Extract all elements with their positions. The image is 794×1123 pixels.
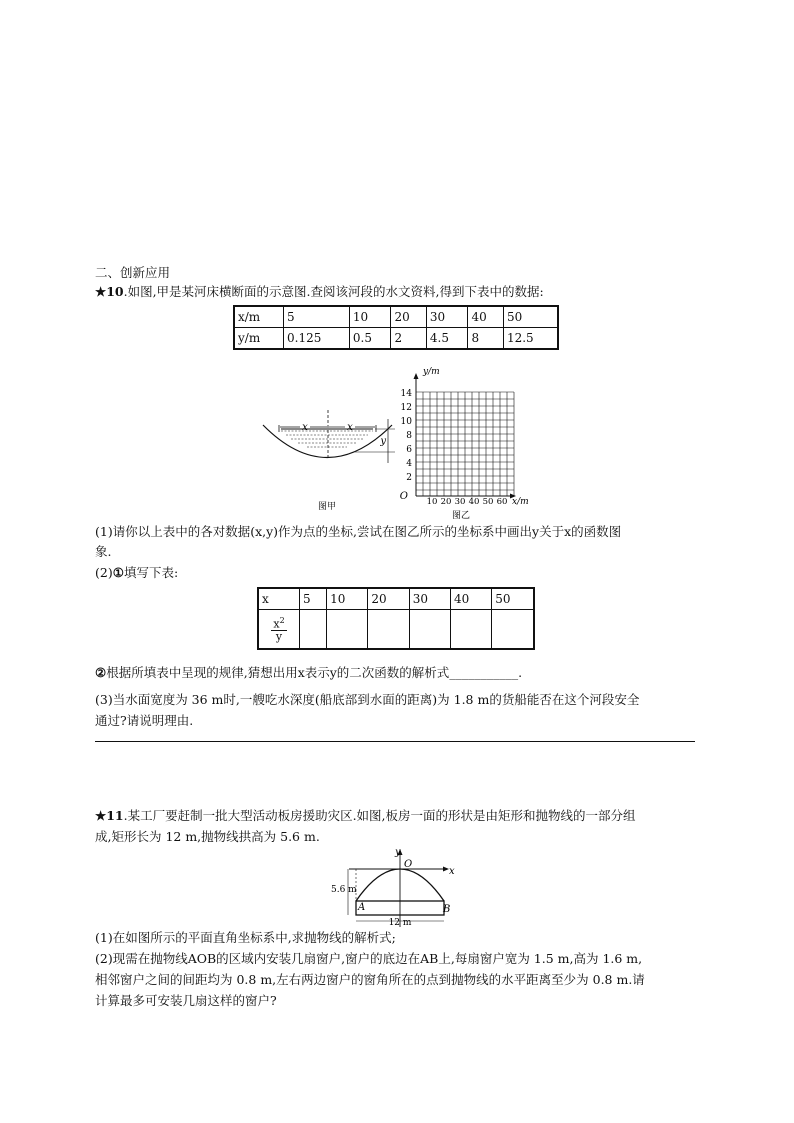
label-x: x (449, 866, 455, 877)
table-row (234, 328, 558, 350)
label-y: y (380, 436, 386, 447)
q11-intro-line1: ★11.某工厂要赶制一批大型活动板房援助灾区.如图,板房一面的形状是由矩形和抛物线的一部分组 (95, 808, 636, 823)
q11-figure (331, 845, 460, 930)
y-tick: 12 (400, 403, 412, 413)
table-cell: 12.5 (503, 328, 558, 350)
answer-blank[interactable]: ___________ (449, 665, 519, 680)
blank-cell[interactable] (327, 610, 368, 650)
q10-part1-line2: 象. (95, 544, 112, 559)
y-tick: 4 (406, 459, 412, 469)
x-tick-labels (427, 497, 508, 507)
width-label: 12 m (388, 918, 412, 928)
x-tick: 30 (454, 497, 466, 507)
label-a: A (358, 902, 366, 913)
q10-part2b-text: 根据所填表中呈现的规律,猜想出用x表示y的二次函数的解析式 (106, 665, 450, 680)
table-cell: 2 (391, 328, 426, 350)
table-cell: 8 (468, 328, 503, 350)
x-tick: 20 (440, 497, 452, 507)
y-axis-label: y/m (423, 367, 440, 377)
y-tick: 2 (406, 473, 412, 483)
q10-intro (95, 284, 544, 300)
riverbed-curve (263, 425, 392, 458)
table-cell: x/m (234, 306, 284, 328)
y-tick: 14 (400, 389, 412, 399)
circled-one: ① (112, 565, 124, 580)
origin-label: O (399, 491, 408, 502)
q10-part2-text: 填写下表: (123, 565, 179, 580)
table-cell: 5 (284, 306, 350, 328)
q10-part3-line2: 通过?请说明理由. (95, 713, 194, 728)
table-cell: 30 (409, 588, 450, 610)
table-cell: 0.5 (349, 328, 391, 350)
table-cell: 50 (492, 588, 534, 610)
caption-jia: 图甲 (317, 502, 337, 512)
x-tick: 60 (496, 497, 508, 507)
q10-part1-line1: (1)请你以上表中的各对数据(x,y)作为点的坐标,尝试在图乙所示的坐标系中画出y关于x的函数图 (95, 524, 622, 539)
table-cell: 5 (300, 588, 327, 610)
q10-intro-text: .如图,甲是某河床横断面的示意图.查阅该河段的水文资料,得到下表中的数据: (123, 284, 544, 299)
table-cell: 10 (327, 588, 368, 610)
blank-cell[interactable] (300, 610, 327, 650)
label-y: y (395, 847, 401, 858)
q11-part2-line2: 相邻窗户之间的间距均为 0.8 m,左右两边窗户的窗角所在的点到抛物线的水平距离至少为 0.8 m.请 (95, 972, 645, 987)
divider (95, 741, 695, 742)
y-tick-labels (401, 389, 413, 483)
x-tick: 50 (482, 497, 494, 507)
blank-cell[interactable] (492, 610, 534, 650)
table-cell: 0.125 (284, 328, 350, 350)
q11-star: ★11 (95, 808, 124, 823)
q10-part2b: ②根据所填表中呈现的规律,猜想出用x表示y的二次函数的解析式___________. (95, 665, 523, 680)
grid-lines (416, 392, 514, 496)
blank-cell[interactable] (409, 610, 450, 650)
y-tick: 6 (406, 445, 412, 455)
circled-two: ② (95, 665, 107, 680)
caption-yi: 图乙 (451, 511, 471, 521)
blank-cell[interactable] (450, 610, 491, 650)
q10-part3-line1: (3)当水面宽度为 36 m时,一艘吃水深度(船底部到水面的距离)为 1.8 m的货船能否在这个河段安全 (95, 692, 640, 707)
q10-fill-table (257, 587, 535, 650)
table-cell: 50 (503, 306, 558, 328)
table-cell: x (258, 588, 300, 610)
q11-intro-line2: 成,矩形长为 12 m,抛物线拱高为 5.6 m. (95, 829, 320, 844)
q10-part2-label: (2) (95, 565, 113, 580)
table-row (258, 610, 534, 650)
table-cell: y/m (234, 328, 284, 350)
table-cell: 4.5 (426, 328, 468, 350)
table-cell: 20 (391, 306, 426, 328)
table-cell: 20 (368, 588, 409, 610)
label-x2: x (347, 422, 353, 433)
x-squared-over-y: $\frac{x^2}{y}$ (273, 615, 285, 644)
table-cell: 40 (468, 306, 503, 328)
y-tick: 10 (400, 417, 412, 427)
q11-part2-line3: 计算最多可安装几扇这样的窗户? (95, 993, 277, 1008)
blank-cell[interactable] (368, 610, 409, 650)
q10-part2 (95, 565, 178, 581)
figure-yi-grid (395, 365, 545, 520)
water-hatching (281, 431, 373, 447)
label-x1: x (302, 422, 308, 433)
x-tick: 40 (468, 497, 480, 507)
q11-part1: (1)在如图所示的平面直角坐标系中,求抛物线的解析式; (95, 930, 396, 945)
fraction-cell (258, 610, 300, 650)
y-tick: 8 (406, 431, 412, 441)
height-label: 5.6 m (331, 885, 357, 895)
q11-part2-line1: (2)现需在抛物线AOB的区域内安装几扇窗户,窗户的底边在AB上,每扇窗户宽为 1.5 m,高为 1.6 m, (95, 951, 643, 966)
label-b: B (443, 904, 451, 915)
x-tick: 10 (426, 497, 438, 507)
q10-data-table (233, 305, 559, 350)
table-cell: 10 (349, 306, 391, 328)
y-axis-arrow (414, 373, 419, 379)
figure-jia-riverbed (255, 405, 400, 515)
table-row (234, 306, 558, 328)
label-o: O (404, 859, 413, 870)
section-title: 二、创新应用 (95, 265, 171, 280)
table-cell: 30 (426, 306, 468, 328)
q10-star: ★10 (95, 284, 124, 299)
table-row (258, 588, 534, 610)
table-cell: 40 (450, 588, 491, 610)
x-axis-label: x/m (512, 497, 529, 507)
